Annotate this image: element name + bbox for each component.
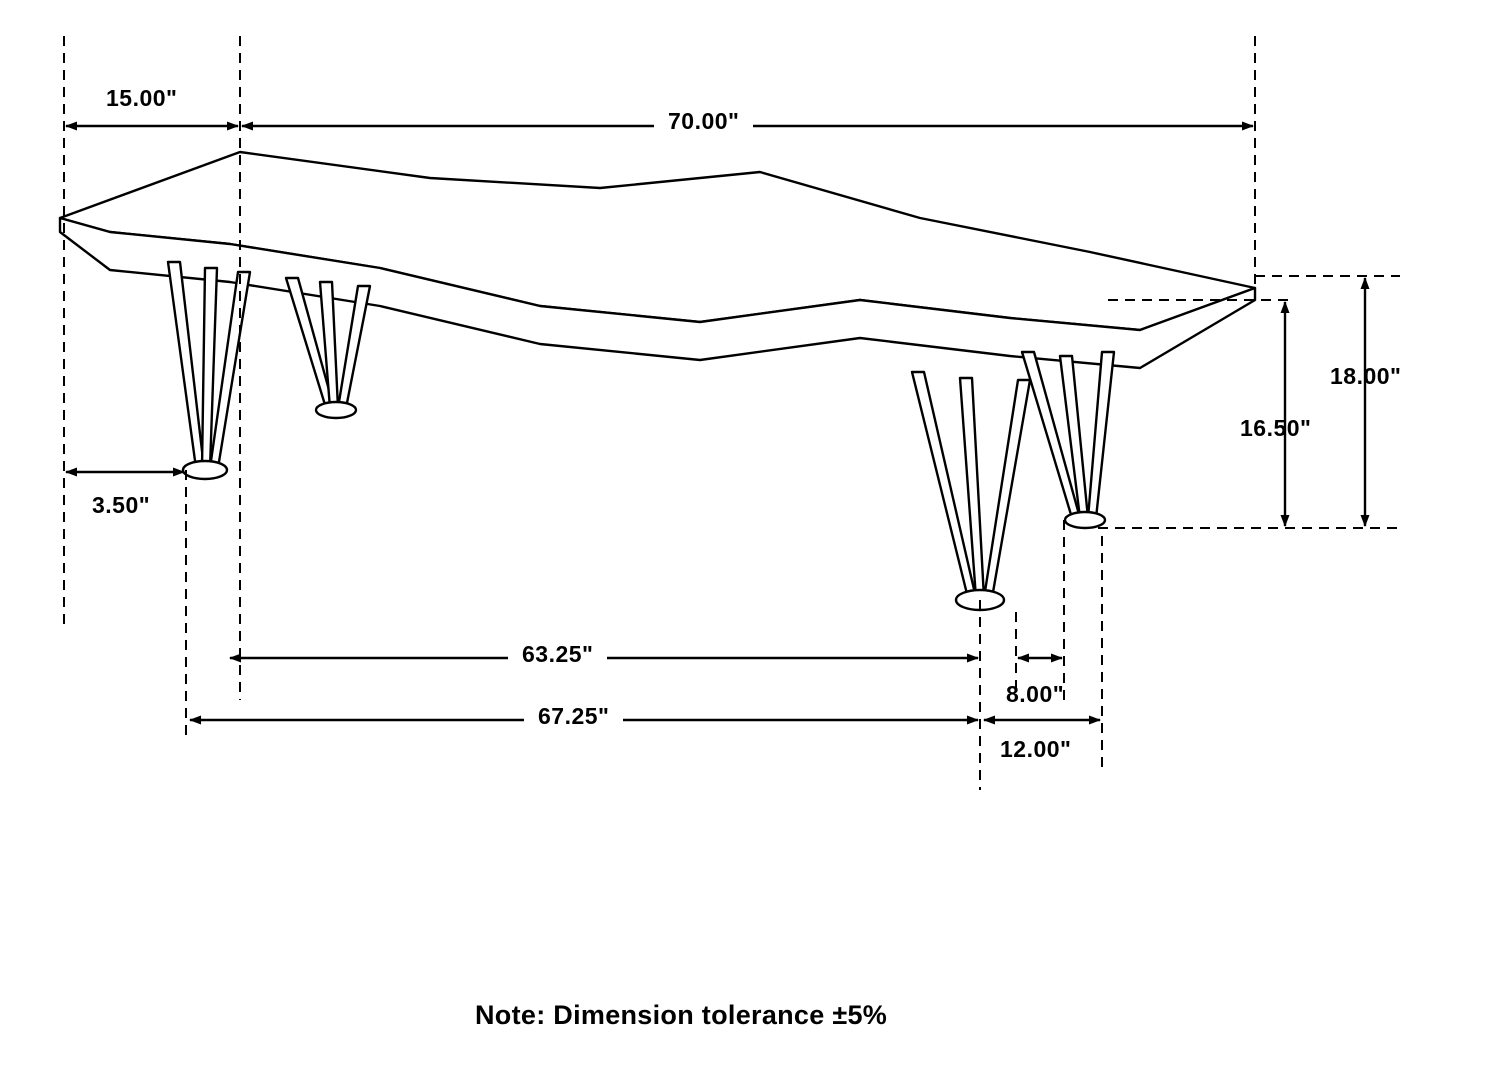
dimension-label-foot-spread-small: 8.00" [1006, 681, 1065, 707]
dimension-label-leg-span-outer: 67.25" [524, 703, 623, 730]
dimension-label-foot-spread-large: 12.00" [1000, 736, 1072, 762]
leg-left-foot [183, 461, 227, 479]
extension-lines [64, 36, 1400, 790]
leg-right-rear-foot [1065, 512, 1105, 528]
leg-rear-left-foot [316, 402, 356, 418]
leg-rear-left-inner [338, 286, 370, 408]
leg-right-front-inner [984, 380, 1030, 598]
dimension-label-overall-height: 18.00" [1330, 363, 1402, 389]
dimension-label-top-length: 70.00" [654, 108, 753, 135]
leg-left-outer [168, 262, 204, 468]
dimension-label-underside-height: 16.50" [1240, 415, 1312, 441]
dimension-label-overhang-left: 15.00" [106, 85, 178, 111]
leg-right-rear-inner [1088, 352, 1114, 518]
dimension-label-foot-offset-left: 3.50" [92, 492, 151, 518]
tolerance-note: Note: Dimension tolerance ±5% [475, 1000, 888, 1030]
dimension-label-leg-span-inner: 63.25" [508, 641, 607, 668]
